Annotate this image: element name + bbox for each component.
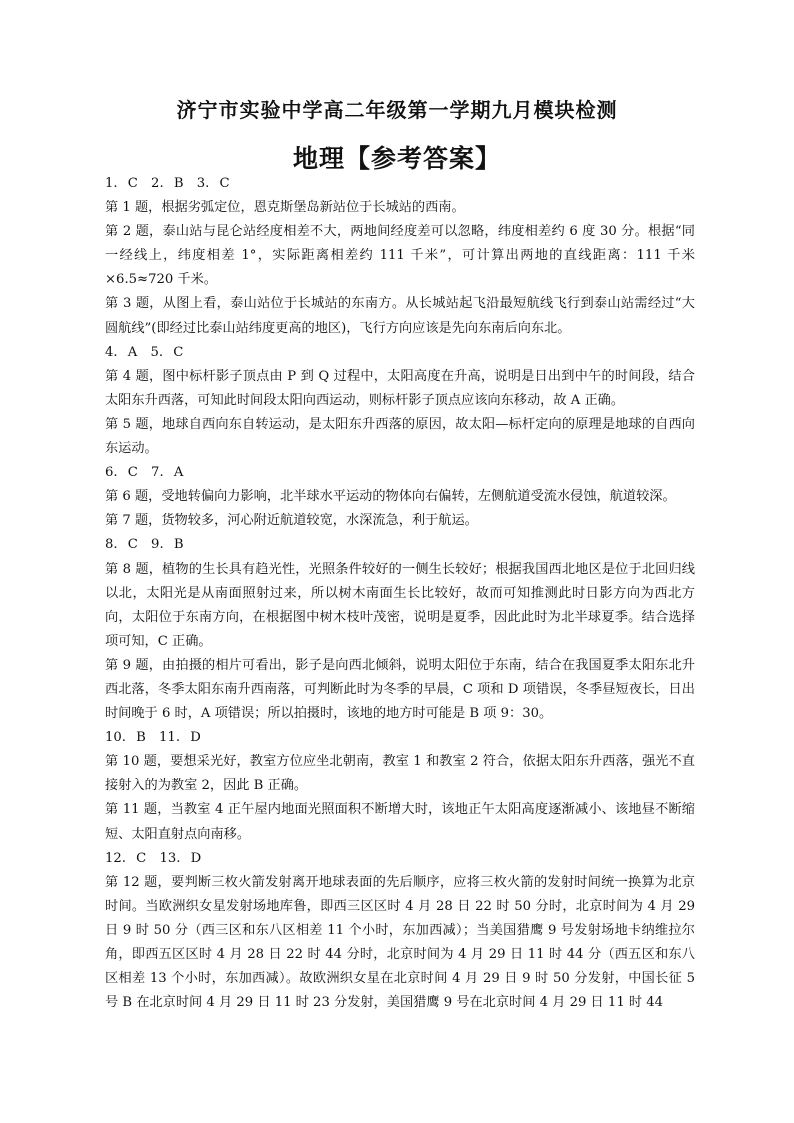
answer-key-line: 6. C 7. A [105,465,184,481]
explanation-paragraph: 第 6 题，受地转偏向力影响，北半球水平运动的物体向右偏转，左侧航道受流水侵蚀，航道较深。 [105,489,676,505]
document-body [105,172,695,1015]
answer-key-line: 12. C 13. D [105,850,202,866]
explanation-paragraph: 第 4 题，图中标杆影子顶点由 P 到 Q 过程中，太阳高度在升高，说明是日出到中午的时间段，结合太阳东升西落，可知此时间段太阳向西运动，则标杆影子顶点应该向东移动，故 A 正确。 [105,368,695,408]
document-subtitle: 地理【参考答案】 [292,144,501,173]
explanation-paragraph: 第 11 题，当教室 4 正午屋内地面光照面积不断增大时，该地正午太阳高度逐渐减小、该地昼不断缩短、太阳直射点向南移。 [105,802,695,842]
document-title: 济宁市实验中学高二年级第一学期九月模块检测 [176,98,618,122]
explanation-paragraph: 第 12 题，要判断三枚火箭发射离开地球表面的先后顺序，应将三枚火箭的发射时间统一换算为北京时间。当欧洲织女星发射场地库鲁，即西三区区时 4 月 28 日 22 时 50 分时，北京时间为 4 月 29 日 9 时 50 分（西三区和东八区相差 11 个小时，东加西减）；当美国猎鹰 9 号发射场地卡纳维拉尔角，即西五区区时 4 月 28 日 22 时 44 分时，北京时间为 4 月 29 日 11 时 44 分（西五区和东八区相差 13 个小时，东加西减）。故欧洲织女星在北京时间 4 月 29 日 9 时 50 分发射，中国长征 5 号 B 在北京时间 4 月 29 日 11 时 23 分发射，美国猎鹰 9 号在北京时间 4 月 29 日 11 时 44 [105,874,695,1011]
explanation-paragraph: 第 8 题，植物的生长具有趋光性，光照条件较好的一侧生长较好；根据我国西北地区是位于北回归线以北，太阳光是从南面照射过来，所以树木南面生长比较好，故而可知推测此时日影方向为西北方向，太阳位于东南方向，在根据图中树木枝叶茂密，说明是夏季，因此此时为北半球夏季。结合选择项可知，C 正确。 [105,561,695,649]
answer-key-line: 8. C 9. B [105,537,184,553]
explanation-paragraph: 第 2 题，泰山站与昆仑站经度相差不大，两地间经度差可以忽略，纬度相差约 6 度 30 分。根据“同一经线上，纬度相差 1°，实际距离相差约 111 千米”，可计算出两地的直线距离：111 千米×6.5≈720 千米。 [105,224,695,288]
answer-key-line: 4. A 5. C [105,344,184,360]
explanation-paragraph: 第 3 题，从图上看，泰山站位于长城站的东南方。从长城站起飞沿最短航线飞行到泰山站需经过“大圆航线”(即经过比泰山站纬度更高的地区)，飞行方向应该是先向东南后向东北。 [105,296,695,336]
explanation-paragraph: 第 7 题，货物较多，河心附近航道较宽，水深流急，利于航运。 [105,513,478,529]
explanation-paragraph: 第 5 题，地球自西向东自转运动，是太阳东升西落的原因，故太阳—标杆定向的原理是地球的自西向东运动。 [105,416,695,457]
explanation-paragraph: 第 9 题，由拍摄的相片可看出，影子是向西北倾斜，说明太阳位于东南，结合在我国夏季太阳东北升西北落，冬季太阳东南升西南落，可判断此时为冬季的早晨，C 项和 D 项错误，冬季昼短夜长，日出时间晚于 6 时，A 项错误；所以拍摄时，该地的地方时可能是 B 项 9：30。 [105,657,695,722]
explanation-paragraph: 第 1 题，根据劣弧定位，恩克斯堡岛新站位于长城站的西南。 [105,200,465,216]
answer-key-line: 1. C 2. B 3. C [105,176,230,191]
answer-key-line: 10. B 11. D [105,730,201,746]
explanation-paragraph: 第 10 题，要想采光好，教室方位应坐北朝南，教室 1 和教室 2 符合，依据太阳东升西落，强光不直接射入的为教室 2，因此 B 正确。 [105,754,695,794]
